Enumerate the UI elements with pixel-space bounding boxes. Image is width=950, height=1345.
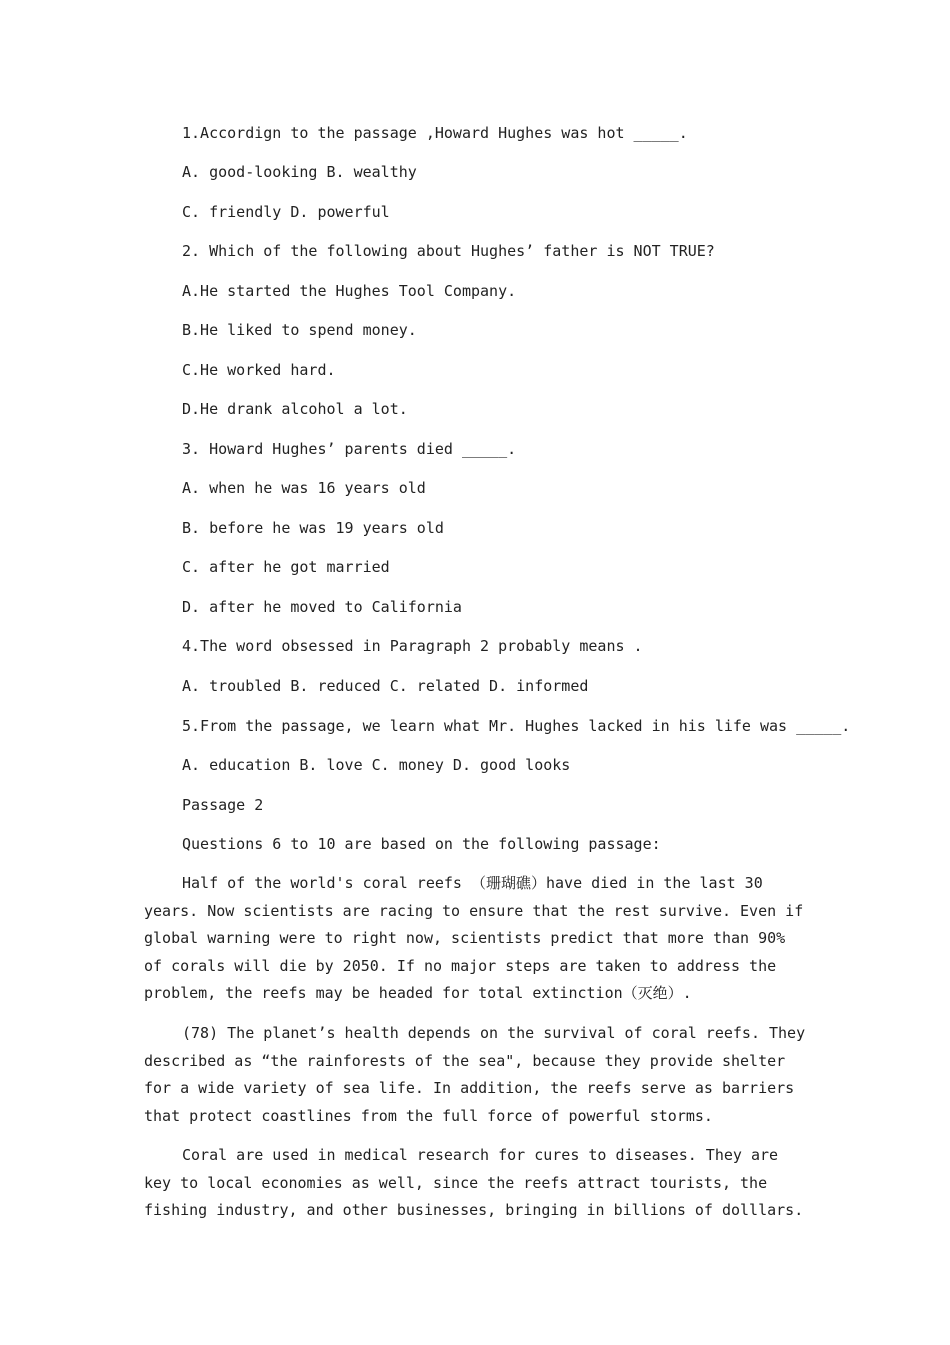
question-3-option-d: D. after he moved to California [182,598,462,616]
question-2-option-b: B.He liked to spend money. [182,321,417,339]
passage-paragraph-1: Half of the world's coral reefs （珊瑚礁）have died in the last 30 years. Now scientists are racing to ensure that the rest survive. Even if global warning were to right now, scientists predict that more than 90% of corals will die by 2050. If no major steps are taken to address the problem, the reefs may be headed for total extinction（灭绝）. [144,874,804,1003]
question-2-option-a: A.He started the Hughes Tool Company. [182,282,517,300]
question-3-option-a: A. when he was 16 years old [182,479,426,497]
question-4-stem: 4.The word obsessed in Paragraph 2 probably means . [182,637,643,655]
question-2-option-c: C.He worked hard. [182,361,336,379]
passage-intro: Questions 6 to 10 are based on the following passage: [182,835,661,853]
question-5-stem: 5.From the passage, we learn what Mr. Hughes lacked in his life was _____. [182,717,851,735]
question-1-options-row-2: C. friendly D. powerful [182,203,390,221]
question-2-option-d: D.He drank alcohol a lot. [182,400,408,418]
question-1-options-row-1: A. good-looking B. wealthy [182,163,417,181]
question-4-options: A. troubled B. reduced C. related D. informed [182,677,589,695]
passage-paragraph-3: Coral are used in medical research for cures to diseases. They are key to local economies as well, since the reefs attract tourists, the fishing industry, and other businesses, bringing in billions of dolllars. [144,1146,804,1220]
question-1-stem: 1.Accordign to the passage ,Howard Hughes was hot _____. [182,124,688,142]
passage-paragraph-2: (78) The planet’s health depends on the survival of coral reefs. They described as “the rainforests of the sea", because they provide shelter for a wide variety of sea life. In addition, the reefs serve as barriers that protect coastlines from the full force of powerful storms. [144,1024,806,1125]
passage-heading: Passage 2 [182,796,264,814]
question-3-stem: 3. Howard Hughes’ parents died _____. [182,440,517,458]
question-3-option-c: C. after he got married [182,558,390,576]
question-5-options: A. education B. love C. money D. good looks [182,756,571,774]
question-2-stem: 2. Which of the following about Hughes’ father is NOT TRUE? [182,242,715,260]
question-3-option-b: B. before he was 19 years old [182,519,444,537]
